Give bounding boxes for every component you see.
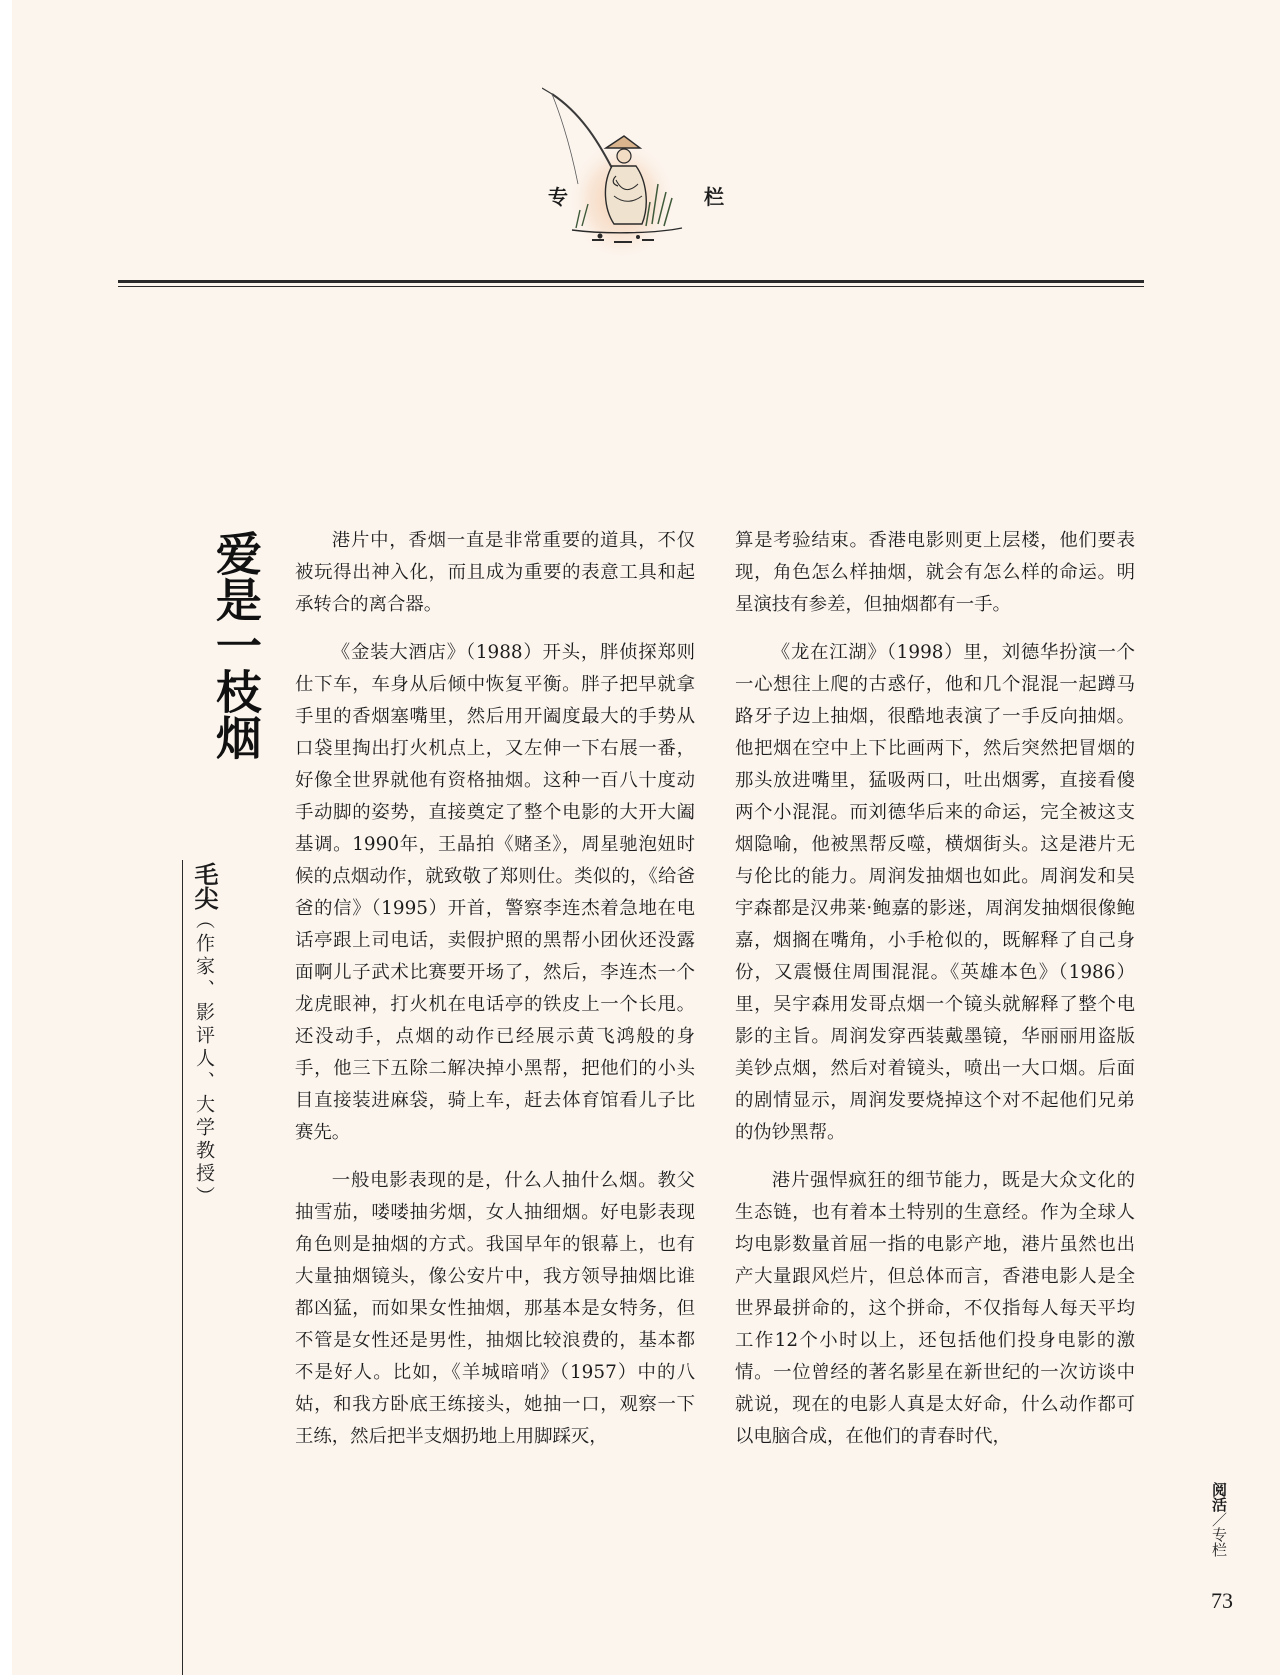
paragraph: 《金装大酒店》（1988）开头，胖侦探郑则仕下车，车身从后倾中恢复平衡。胖子把早就拿手里的香烟塞嘴里，然后用开阖度最大的手势从口袋里掏出打火机点上，又左伸一下右展一番，好像全世界就他有资格抽烟。这种一百八十度动手动脚的姿势，直接奠定了整个电影的大开大阖基调。1990年，王晶拍《赌圣》，周星驰泡妞时候的点烟动作，就致敬了郑则仕。类似的，《给爸爸的信》（1995）开首，警察李连杰着急地在电话亭跟上司电话，卖假护照的黑帮小团伙还没露面啊儿子武术比赛要开场了，然后，李连杰一个龙虎眼神，打火机在电话亭的铁皮上一个长甩。还没动手，点烟的动作已经展示黄飞鸿般的身手，他三下五除二解决掉小黑帮，把他们的小头目直接装进麻袋，骑上车，赶去体育馆看儿子比赛先。: [295, 642, 695, 1143]
author-name: 毛尖: [190, 862, 219, 910]
paragraph: 算是考验结束。香港电影则更上层楼，他们要表现，角色怎么样抽烟，就会有怎么样的命运。明星演技有参差，但抽烟都有一手。: [735, 530, 1135, 615]
body-column-1: [295, 525, 695, 1469]
author-info: （作家、影评人、大学教授）: [193, 910, 215, 1209]
paragraph: 港片强悍疯狂的细节能力，既是大众文化的生态链，也有着本土特别的生意经。作为全球人均电影数量首屈一指的电影产地，港片虽然也出产大量跟风烂片，但总体而言，香港电影人是全世界最拼命的，这个拼命，不仅指每人每天平均工作12个小时以上，还包括他们投身电影的激情。一位曾经的著名影星在新世纪的一次访谈中就说，现在的电影人真是太好命，什么动作都可以电脑合成，在他们的青春时代，: [735, 1170, 1135, 1447]
folio-separator: ／: [1210, 1512, 1228, 1527]
folio-section: 专栏: [1210, 1527, 1228, 1557]
folio-brand: 阅活: [1210, 1482, 1228, 1512]
page-number: 73: [1211, 1588, 1233, 1613]
author-byline: [187, 862, 219, 1209]
magazine-page: [12, 0, 1280, 1675]
header-rule-thin: [118, 286, 1144, 287]
column-label-left: 专: [548, 185, 568, 209]
paragraph: 一般电影表现的是，什么人抽什么烟。教父抽雪茄，喽喽抽劣烟，女人抽细烟。好电影表现角色则是抽烟的方式。我国早年的银幕上，也有大量抽烟镜头，像公安片中，我方领导抽烟比谁都凶猛，而如果女性抽烟，那基本是女特务，但不管是女性还是男性，抽烟比较浪费的，基本都不是好人。比如，《羊城暗哨》（1957）中的八姑，和我方卧底王练接头，她抽一口，观察一下王练，然后把半支烟扔地上用脚踩灭，: [295, 1170, 695, 1447]
fisherman-illustration-icon: [542, 84, 722, 264]
folio-label: [1206, 1482, 1230, 1557]
header-rule-thick: [118, 280, 1144, 283]
body-column-2: [735, 525, 1135, 1469]
paragraph: 《龙在江湖》（1998）里，刘德华扮演一个一心想往上爬的古惑仔，他和几个混混一起蹲马路牙子边上抽烟，很酷地表演了一手反向抽烟。他把烟在空中上下比画两下，然后突然把冒烟的那头放进嘴里，猛吸两口，吐出烟雾，直接看傻两个小混混。而刘德华后来的命运，完全被这支烟隐喻，他被黑帮反噬，横烟街头。这是港片无与伦比的能力。周润发抽烟也如此。周润发和吴宇森都是汉弗莱·鲍嘉的影迷，周润发抽烟很像鲍嘉，烟搁在嘴角，小手枪似的，既解释了自己身份，又震慑住周围混混。《英雄本色》（1986）里，吴宇森用发哥点烟一个镜头就解释了整个电影的主旨。周润发穿西装戴墨镜，华丽丽用盗版美钞点烟，然后对着镜头，喷出一大口烟。后面的剧情显示，周润发要烧掉这个对不起他们兄弟的伪钞黑帮。: [735, 642, 1135, 1143]
article-title: 爱是一枝烟: [208, 530, 263, 760]
author-divider: [182, 860, 183, 1675]
column-label-right: 栏: [704, 185, 724, 209]
paragraph: 港片中，香烟一直是非常重要的道具，不仅被玩得出神入化，而且成为重要的表意工具和起承转合的离合器。: [295, 530, 695, 615]
